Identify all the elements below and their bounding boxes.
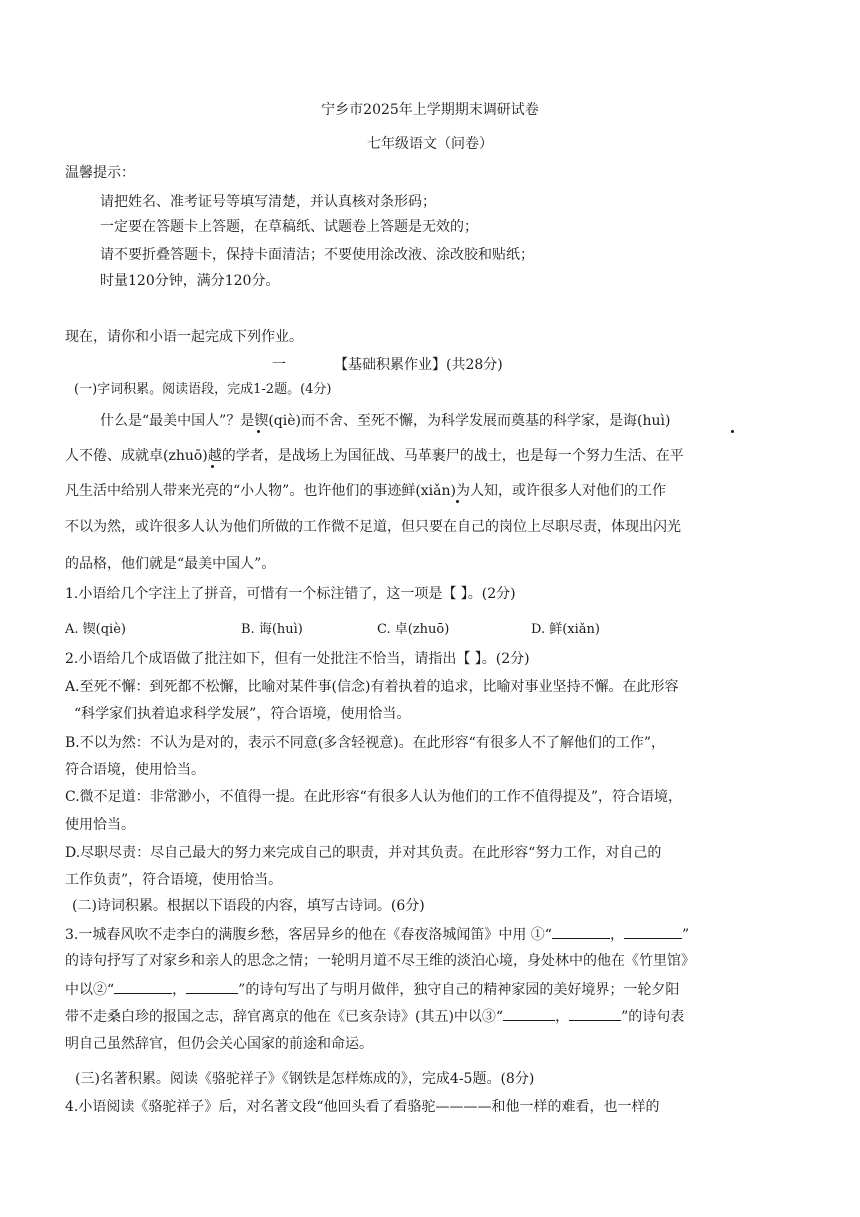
passage-text: (huì) [636,413,671,429]
section-title: 【基础积累作业】(共28分) [334,357,503,373]
question-3-text: ， [555,1009,570,1025]
question-3-line [65,1006,684,1027]
passage-line [65,481,666,501]
passage-text: (xiǎn)为人知，或许很多人对他们的工作 [415,483,666,499]
part2-heading: (二)诗词积累。根据以下语段的内容，填写古诗词。(6分) [72,898,425,914]
passage-text: 凡生活中给别人带来光亮的“小人物”。也许他们的事迹鲜 [65,483,416,499]
question-3-text: ”的诗句表 [621,1009,685,1025]
question-2-line: D.尽职尽责：尽自己最大的努力来完成自己的职责，并对其负责。在此形容“努力工作，对自己的 [65,845,662,861]
part1-heading: (一)字词积累。阅读语段，完成1-2题。(4分) [74,382,332,397]
passage-text: (qiè)而不舍、至死不懈，为科学发展而奠基的科学家，是诲 [268,413,637,429]
question-3-text: ”的诗句写出了与明月做伴，独守自己的精神家园的美好境界；一轮夕阳 [238,982,680,998]
question-3-line [65,924,689,945]
passage-text: (zhuō)越的学者，是战场上为国征战、马革裹尸的战士，也是每一个努力生活、在平 [163,448,684,464]
question-3-text: 中以②“ [65,982,115,998]
question-3-text: ， [609,927,624,943]
question-2-stem: 2.小语给几个成语做了批注如下，但有一处批注不恰当，请指出【 】。(2分) [65,651,530,667]
answer-blank[interactable] [503,1006,555,1021]
emphasis-dot [456,500,459,503]
notice-heading: 温馨提示： [65,165,135,181]
exam-title: 宁乡市2025年上学期期末调研试卷 [321,102,539,118]
section-number: 一 [272,357,286,373]
emphasis-dot [257,430,260,433]
notice-item: 请把姓名、准考证号等填写清楚，并认真核对条形码； [100,194,436,210]
question-2-line: 符合语境，使用恰当。 [65,762,205,778]
question-2-line: B.不以为然：不认为是对的，表示不同意(多含轻视意)。在此形容“有很多人不了解他们的工作”， [65,735,665,751]
answer-blank[interactable] [186,979,238,994]
question-2-line: “科学家们执着追求科学发展”，符合语境，使用恰当。 [74,706,411,722]
notice-item: 一定要在答题卡上答题，在草稿纸、试题卷上答题是无效的； [100,219,478,235]
emphasis-dot [211,465,214,468]
question-3-text: 带不走桑白珍的报国之志，辞官离京的他在《已亥杂诗》(其五)中以③“ [65,1009,504,1025]
answer-blank[interactable] [624,924,682,939]
question-2-line: 使用恰当。 [65,817,135,833]
passage-line [100,411,670,431]
question-4-line: 4.小语阅读《骆驼祥子》后，对名著文段“他回头看了看骆驼————和他一样的难看，也一样的 [65,1099,660,1115]
question-1-option-d[interactable]: D. 鲜(xiǎn) [531,622,600,637]
question-3-line: 的诗句抒写了对家乡和亲人的思念之情；一轮明月道不尽王维的淡泊心境，身处林中的他在《竹里馆》 [65,953,695,969]
passage-text: 什么是“最美中国人”？是锲 [100,413,269,429]
answer-blank[interactable] [552,924,610,939]
question-3-text: 3.一城春风吹不走李白的满腹乡愁，客居异乡的他在《春夜洛城闻笛》中用 ①“ [65,927,552,943]
passage-text: 人不倦、成就卓 [65,448,163,464]
notice-item: 请不要折叠答题卡，保持卡面清洁；不要使用涂改液、涂改胶和贴纸； [100,247,534,263]
question-3-text: ” [681,927,690,943]
passage-line: 不以为然，或许很多人认为他们所做的工作微不足道，但只要在自己的岗位上尽职尽责，体现出闪光 [65,519,681,535]
question-1-option-c[interactable]: C. 卓(zhuō) [377,622,450,637]
question-3-text: ， [172,982,187,998]
passage-line [65,446,684,466]
emphasis-dot [731,430,734,433]
notice-item: 时量120分钟，满分120分。 [100,273,280,289]
intro-text: 现在，请你和小语一起完成下列作业。 [65,329,303,345]
question-2-line: C.微不足道：非常渺小，不值得一提。在此形容“有很多人认为他们的工作不值得提及”，符合语境， [65,789,682,805]
question-3-line: 明自己虽然辞官，但仍会关心国家的前途和命运。 [65,1036,373,1052]
answer-blank[interactable] [569,1006,621,1021]
question-2-line: 工作负责”，符合语境，使用恰当。 [65,872,283,888]
question-2-line: A.至死不懈：到死都不松懈，比喻对某件事(信念)有着执着的追求，比喻对事业坚持不懈。在此形容 [65,679,679,695]
question-1-option-a[interactable]: A. 锲(qiè) [65,622,126,637]
question-1-option-b[interactable]: B. 诲(huì) [241,622,303,637]
passage-line: 的品格，他们就是“最美中国人”。 [65,556,276,572]
question-1-stem: 1.小语给几个字注上了拼音，可惜有一个标注错了，这一项是【 】。(2分) [65,586,516,602]
exam-subtitle: 七年级语文（问卷） [367,136,493,152]
part3-heading: (三)名著积累。阅读《骆驼祥子》《钢铁是怎样炼成的》，完成4-5题。(8分) [75,1071,535,1087]
answer-blank[interactable] [114,979,172,994]
question-3-line [65,979,679,1000]
